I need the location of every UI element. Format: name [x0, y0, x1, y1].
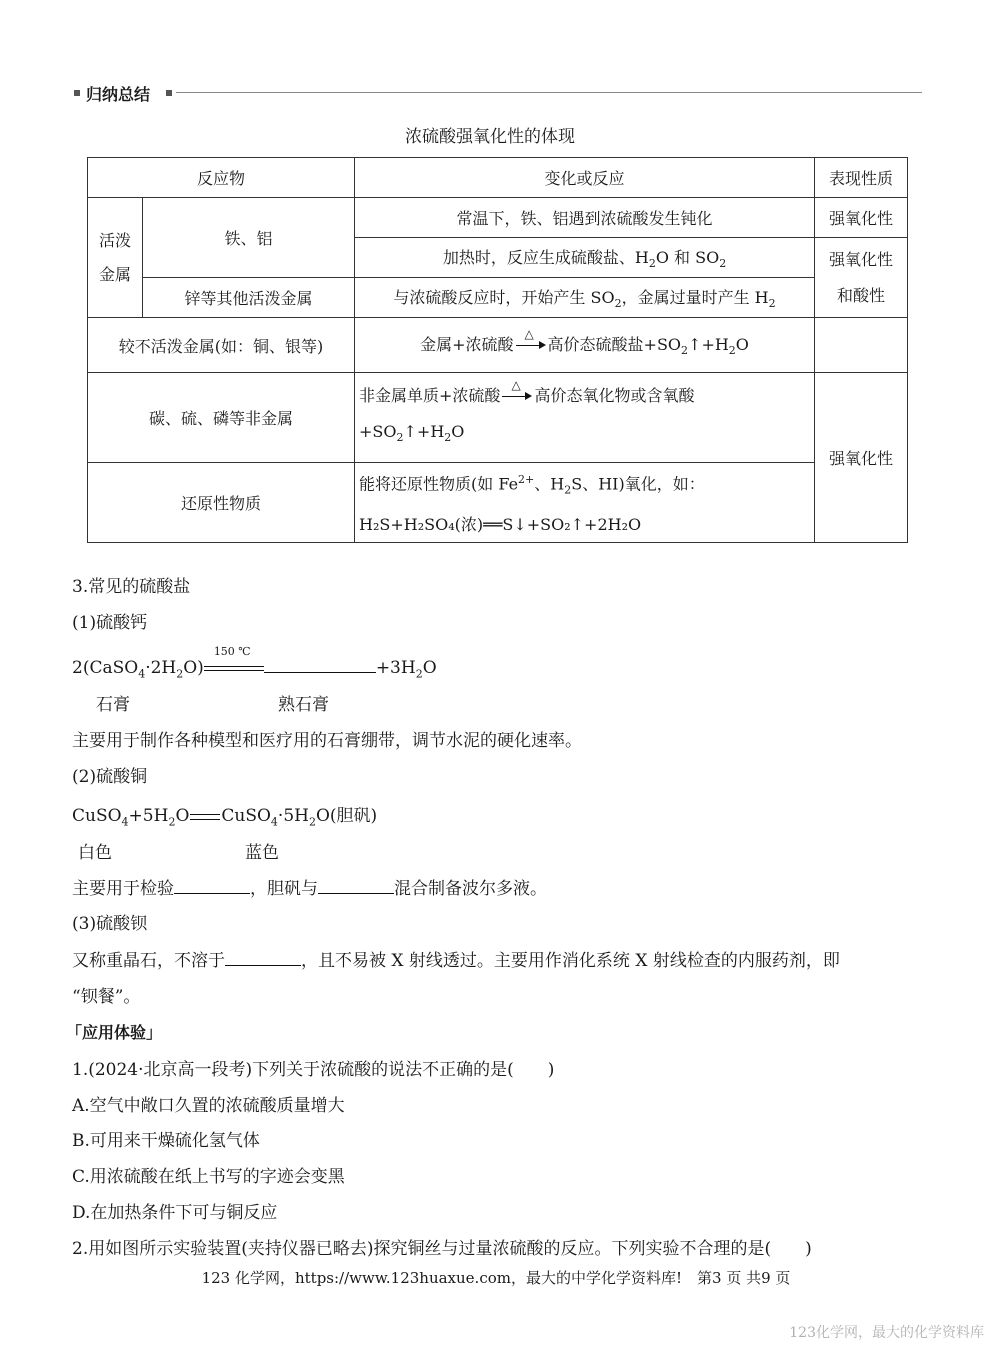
ba-a: 又称重晶石，不溶于 — [72, 951, 225, 971]
zn-cell: 锌等其他活泼金属 — [143, 278, 355, 318]
row3-text-b: ，金属过量时产生 H — [621, 287, 769, 307]
heading-3-1: (1)硫酸钙 — [72, 613, 148, 633]
row2-text-a: 加热时，反应生成硫酸盐、H — [442, 247, 649, 267]
row5-text-a: 非金属单质+浓硫酸 — [359, 386, 501, 406]
option-c[interactable]: C.用浓硫酸在纸上书写的字迹会变黑 — [72, 1167, 345, 1187]
header-property: 表现性质 — [815, 158, 908, 198]
use2-c: 混合制备波尔多液。 — [394, 879, 547, 899]
row6-change — [355, 463, 815, 543]
use2-b: ，胆矾与 — [250, 879, 318, 899]
table-row — [88, 278, 908, 318]
row5-reactant: 碳、硫、磷等非金属 — [88, 373, 355, 463]
sub-4: 4 — [121, 815, 129, 829]
heat-arrow-icon — [516, 326, 546, 354]
sub-2: 2 — [681, 344, 689, 358]
equals-icon — [190, 814, 220, 820]
heading-3-2: (2)硫酸铜 — [72, 767, 148, 787]
table-row — [88, 463, 908, 543]
sub-4: 4 — [270, 815, 278, 829]
use-1: 主要用于制作各种模型和医疗用的石膏绷带，调节水泥的硬化速率。 — [72, 731, 582, 751]
sub-2: 2 — [564, 483, 572, 497]
sup-charge: 2+ — [518, 473, 535, 486]
sub-2: 2 — [614, 297, 622, 311]
row2-change — [355, 238, 815, 278]
eq2-b: +5H — [128, 806, 169, 826]
label-calcined: 熟石膏 — [278, 695, 329, 715]
use2-a: 主要用于检验 — [72, 879, 174, 899]
sub-2: 2 — [415, 667, 423, 681]
apply-title: 「应用体验」 — [66, 1023, 163, 1042]
eq1-d: +3H — [375, 658, 416, 678]
row5-text-d: ↑+H — [403, 422, 445, 442]
condition-equals-icon — [204, 644, 264, 676]
row3-change — [355, 278, 815, 318]
sub-4: 4 — [138, 667, 146, 681]
header-change: 变化或反应 — [355, 158, 815, 198]
row23-property-text: 强氧化性和酸性 — [829, 249, 894, 305]
option-a[interactable]: A.空气中敞口久置的浓硫酸质量增大 — [72, 1096, 345, 1116]
active-metal-text: 活泼金属 — [98, 230, 131, 284]
eq2-f: O(胆矾) — [315, 806, 378, 826]
eq1-b: ·2H — [145, 658, 177, 678]
row4-text-c: ↑+H — [688, 335, 729, 355]
sub-2: 2 — [444, 431, 452, 445]
option-b[interactable]: B.可用来干燥硫化氢气体 — [72, 1131, 260, 1151]
heat-arrow-icon — [502, 377, 532, 405]
sub-2: 2 — [168, 815, 176, 829]
row5-change — [355, 373, 815, 463]
row6-text-c: S、HI)氧化，如： — [571, 474, 705, 494]
row4-reactant: 较不活泼金属(如：铜、银等) — [88, 318, 355, 373]
option-d[interactable]: D.在加热条件下可与铜反应 — [72, 1203, 278, 1223]
row1-property: 强氧化性 — [815, 198, 908, 238]
row6-equation: H₂S+H₂SO₄(浓)══S↓+SO₂↑+2H₂O — [359, 514, 642, 534]
row4-change — [355, 318, 815, 373]
row6-text-b: 、H — [534, 474, 565, 494]
sub-2: 2 — [396, 431, 404, 445]
eq2-c: O — [175, 806, 190, 826]
section-header — [72, 82, 922, 104]
section-rule — [176, 92, 922, 93]
answer-blank[interactable] — [225, 949, 301, 966]
label-gypsum: 石膏 — [96, 695, 130, 715]
row4-text-b: 高价态硫酸盐+SO — [547, 335, 682, 355]
table-title: 浓硫酸强氧化性的体现 — [405, 127, 575, 147]
equation-1 — [72, 644, 437, 681]
row5-text-b: 高价态氧化物或含氧酸 — [534, 386, 695, 406]
eq1-c: O) — [183, 658, 204, 678]
row1-change: 常温下，铁、铝遇到浓硫酸发生钝化 — [355, 198, 815, 238]
barium-text-2: “钡餐”。 — [72, 987, 141, 1007]
sub-2: 2 — [176, 667, 184, 681]
eq1-condition: 150 ℃ — [213, 644, 251, 658]
header-reactant: 反应物 — [88, 158, 355, 198]
square-bullet-icon — [74, 90, 80, 96]
row6-reactant: 还原性物质 — [88, 463, 355, 543]
sub-2: 2 — [768, 297, 776, 311]
section-title: 归纳总结 — [86, 85, 151, 104]
row2-text-b: O 和 SO — [655, 247, 720, 267]
active-metal-cell — [88, 198, 143, 318]
sub-2: 2 — [648, 257, 656, 271]
eq2-e: ·5H — [277, 806, 309, 826]
table-row — [88, 198, 908, 238]
delta-text: △ — [511, 377, 521, 392]
table-header-row — [88, 158, 908, 198]
heading-3: 3.常见的硫酸盐 — [72, 577, 191, 597]
ba-b: ，且不易被 X 射线透过。主要用作消化系统 X 射线检查的内服药剂，即 — [301, 951, 840, 971]
question-1: 1.(2024·北京高一段考)下列关于浓硫酸的说法不正确的是( ) — [72, 1060, 555, 1080]
table-row — [88, 373, 908, 463]
square-bullet-icon — [166, 90, 172, 96]
row5-text-c: +SO — [359, 422, 397, 442]
sub-2: 2 — [728, 344, 736, 358]
use-2 — [72, 874, 547, 899]
eq1-e: O — [422, 658, 437, 678]
row23-property — [815, 238, 908, 318]
page-footer: 123 化学网，https://www.123huaxue.com，最大的中学化学资料库! 第3 页 共9 页 — [201, 1269, 791, 1287]
row4-text-d: O — [735, 335, 749, 355]
heading-3-3: (3)硫酸钡 — [72, 914, 148, 934]
watermark: 123化学网，最大的化学资料库 — [789, 1325, 984, 1341]
answer-blank[interactable] — [174, 877, 250, 894]
answer-blank[interactable] — [264, 656, 376, 673]
delta-text: △ — [524, 326, 534, 341]
row4-text-a: 金属+浓硫酸 — [420, 335, 514, 355]
empty-cell — [815, 318, 908, 373]
label-blue: 蓝色 — [245, 843, 279, 863]
barium-text — [72, 946, 840, 971]
table-row — [88, 318, 908, 373]
sub-2: 2 — [308, 815, 316, 829]
row6-text-a: 能将还原性物质(如 Fe — [359, 474, 519, 494]
eq2-a: CuSO — [72, 806, 122, 826]
row56-property: 强氧化性 — [815, 373, 908, 543]
question-2: 2.用如图所示实验装置(夹持仪器已略去)探究铜丝与过量浓硫酸的反应。下列实验不合理的是( ) — [72, 1239, 812, 1259]
row5-text-e: O — [451, 422, 465, 442]
eq1-a: 2(CaSO — [72, 658, 139, 678]
row3-text-a: 与浓硫酸反应时，开始产生 SO — [393, 287, 615, 307]
answer-blank[interactable] — [318, 877, 394, 894]
equation-2 — [72, 801, 377, 828]
oxidation-table — [87, 157, 908, 543]
eq2-d: CuSO — [221, 806, 271, 826]
label-white: 白色 — [78, 843, 112, 863]
sub-2: 2 — [719, 257, 727, 271]
fe-al-cell: 铁、铝 — [143, 198, 355, 278]
